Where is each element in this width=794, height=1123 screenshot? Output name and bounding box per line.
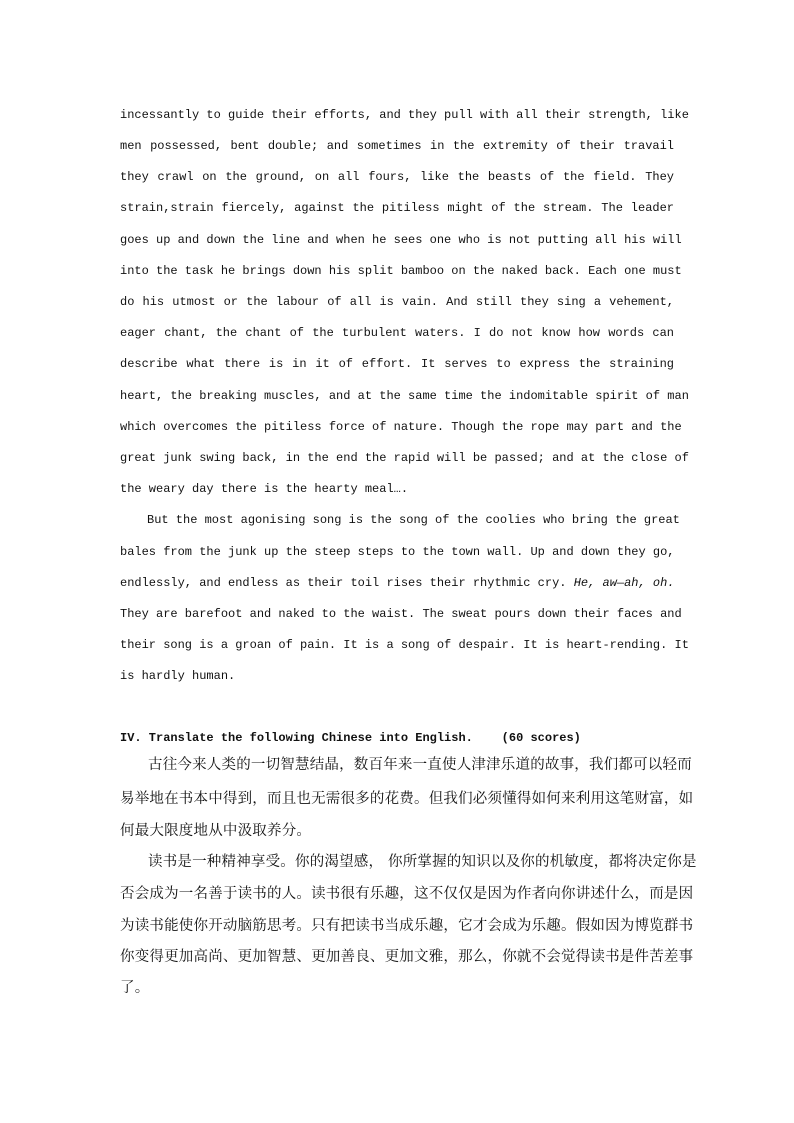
passage-line: eager chant, the chant of the turbulent waters. I do not know how words can [120, 326, 674, 340]
chinese-line: 了。 [120, 980, 150, 996]
chinese-line: 古往今来人类的一切智慧结晶，数百年来一直使人津津乐道的故事，我们都可以轻而 [148, 757, 692, 773]
chinese-line: 何最大限度地从中汲取养分。 [120, 823, 312, 839]
passage-line: incessantly to guide their efforts, and they pull with all their strength, like [120, 108, 689, 122]
passage-line: into the task he brings down his split bamboo on the naked back. Each one must [120, 264, 682, 278]
passage-line: their song is a groan of pain. It is a song of despair. It is heart-rending. It [120, 638, 689, 652]
passage-line: they crawl on the ground, on all fours, like the beasts of the field. They [120, 170, 674, 184]
passage-line: which overcomes the pitiless force of nature. Though the rope may part and the [120, 420, 682, 434]
passage-line: goes up and down the line and when he sees one who is not putting all his will [120, 233, 682, 247]
chinese-line: 否会成为一名善于读书的人。读书很有乐趣，这不仅仅是因为作者向你讲述什么，而是因 [120, 886, 694, 902]
chinese-line: 易举地在书本中得到，而且也无需很多的花费。但我们必须懂得如何来利用这笔财富，如 [120, 791, 694, 807]
passage-line: They are barefoot and naked to the waist. The sweat pours down their faces and [120, 607, 682, 621]
passage-line: is hardly human. [120, 669, 236, 683]
passage-line: describe what there is in it of effort. It serves to express the straining [120, 357, 674, 371]
passage-line: heart, the breaking muscles, and at the same time the indomitable spirit of man [120, 389, 689, 403]
passage-text: endlessly, and endless as their toil rises their rhythmic cry. [120, 576, 574, 590]
chinese-line: 读书是一种精神享受。你的渴望感， 你所掌握的知识以及你的机敏度，都将决定你是 [148, 854, 697, 870]
passage-line: men possessed, bent double; and sometimes in the extremity of their travail [120, 139, 674, 153]
passage-line: strain,strain fiercely, against the pitiless might of the stream. The leader [120, 201, 674, 215]
passage-italic-cry: He, aw—ah, oh. [573, 576, 675, 590]
passage-line: But the most agonising song is the song of the coolies who bring the great [147, 513, 680, 527]
section-heading: IV. Translate the following Chinese into English. (60 scores) [120, 731, 581, 745]
passage-line: the weary day there is the hearty meal…. [120, 482, 409, 496]
passage-line: do his utmost or the labour of all is vain. And still they sing a vehement, [120, 295, 674, 309]
chinese-line: 为读书能使你开动脑筋思考。只有把读书当成乐趣，它才会成为乐趣。假如因为博览群书 [120, 918, 694, 934]
passage-line: bales from the junk up the steep steps to the town wall. Up and down they go, [120, 545, 675, 559]
passage-line: great junk swing back, in the end the rapid will be passed; and at the close of [120, 451, 689, 465]
chinese-line: 你变得更加高尚、更加智慧、更加善良、更加文雅，那么，你就不会觉得读书是件苦差事 [120, 949, 694, 965]
passage-line [120, 576, 674, 590]
